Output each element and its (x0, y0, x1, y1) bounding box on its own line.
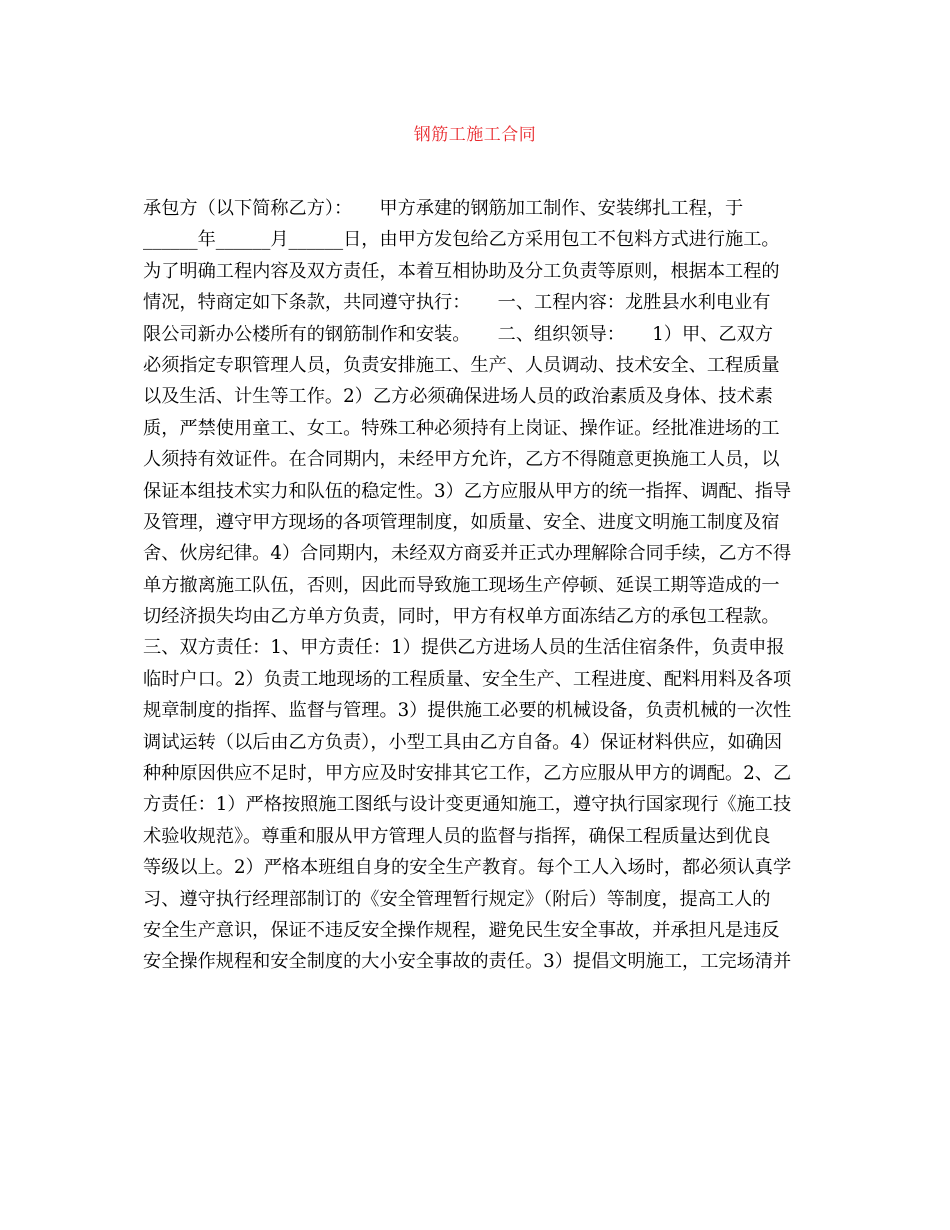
body-line: 舍、伙房纪律。4）合同期内，未经双方商妥并正式办理解除合同手续，乙方不得 (143, 543, 792, 565)
body-line: 等级以上。2）严格本班组自身的安全生产教育。每个工人入场时，都必须认真学 (143, 857, 792, 879)
body-line: 情况，特商定如下条款，共同遵守执行： 一、工程内容：龙胜县水利电业有 (143, 292, 771, 314)
document-body (143, 193, 811, 978)
body-line: 限公司新办公楼所有的钢筋制作和安装。 二、组织领导： 1）甲、乙双方 (143, 323, 773, 345)
body-line: 质，严禁使用童工、女工。特殊工种必须持有上岗证、操作证。经批准进场的工 (143, 417, 780, 439)
body-line: 安全操作规程和安全制度的大小安全事故的责任。3）提倡文明施工，工完场清并 (143, 951, 792, 973)
body-line: 规章制度的指挥、监督与管理。3）提供施工必要的机械设备，负责机械的一次性 (143, 700, 792, 722)
body-line: ______年______月______日，由甲方发包给乙方采用包工不包料方式进行施工。 (143, 229, 780, 251)
body-line: 方责任：1）严格按照施工图纸与设计变更通知施工，遵守执行国家现行《施工技 (143, 794, 792, 816)
body-line: 调试运转（以后由乙方负责），小型工具由乙方自备。4）保证材料供应，如确因 (143, 731, 783, 753)
body-line: 及管理，遵守甲方现场的各项管理制度，如质量、安全、进度文明施工制度及宿 (143, 511, 780, 533)
body-line: 安全生产意识，保证不违反安全操作规程，避免民生安全事故，并承担凡是违反 (143, 919, 780, 941)
body-line: 人须持有效证件。在合同期内，未经甲方允许，乙方不得随意更换施工人员，以 (143, 449, 780, 471)
body-line: 术验收规范》。尊重和服从甲方管理人员的监督与指挥，确保工程质量达到优良 (143, 825, 771, 847)
body-line: 切经济损失均由乙方单方负责，同时，甲方有权单方面冻结乙方的承包工程款。 (143, 606, 780, 628)
body-line: 种种原因供应不足时，甲方应及时安排其它工作，乙方应服从甲方的调配。2、乙 (143, 763, 792, 785)
body-line: 必须指定专职管理人员，负责安排施工、生产、人员调动、技术安全、工程质量 (143, 354, 780, 376)
body-line: 三、双方责任：1、甲方责任：1）提供乙方进场人员的生活住宿条件，负责申报 (143, 637, 785, 659)
body-line: 保证本组技术实力和队伍的稳定性。3）乙方应服从甲方的统一指挥、调配、指导 (143, 480, 792, 502)
body-line: 以及生活、计生等工作。2）乙方必须确保进场人员的政治素质及身体、技术素 (143, 386, 773, 408)
body-line: 临时户口。2）负责工地现场的工程质量、安全生产、工程进度、配料用料及各项 (143, 668, 792, 690)
body-line: 单方撤离施工队伍，否则，因此而导致施工现场生产停顿、延误工期等造成的一 (143, 574, 780, 596)
body-line: 习、遵守执行经理部制订的《安全管理暂行规定》（附后）等制度，提高工人的 (143, 888, 771, 910)
document-title: 钢筋工施工合同 (413, 125, 537, 145)
body-line: 为了明确工程内容及双方责任，本着互相协助及分工负责等原则，根据本工程的 (143, 260, 780, 282)
body-line: 承包方（以下简称乙方）： 甲方承建的钢筋加工制作、安装绑扎工程，于 (143, 198, 744, 219)
